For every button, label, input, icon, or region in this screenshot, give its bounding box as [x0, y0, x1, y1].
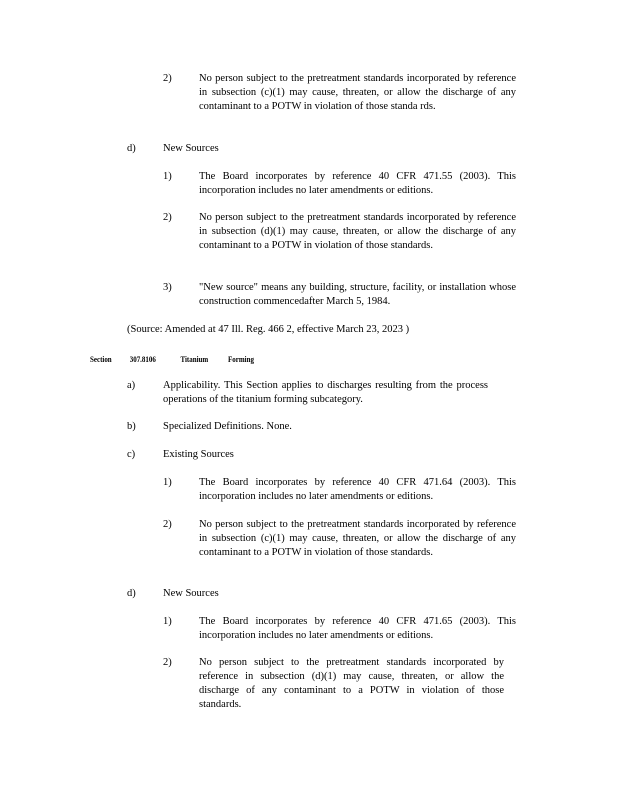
item-number: 1) — [163, 477, 172, 488]
subsection-heading: Existing Sources — [163, 449, 234, 460]
subsection-heading: New Sources — [163, 143, 219, 154]
section-number: 307.8106 — [129, 354, 156, 364]
paragraph-text: No person subject to the pretreatment standards incorporated by reference in subsection (d)(1) may cause, threaten, or allow the discharge of any contaminant to a POTW in violation of those standards. — [199, 212, 516, 251]
subsection-letter: c) — [127, 449, 136, 460]
paragraph-text: No person subject to the pretreatment standards incorporated by reference in subsection (c)(1) may cause, threaten, or allow the discharge of any contaminant to a POTW in violation of those standa rds. — [199, 73, 516, 112]
source-note: (Source: Amended at 47 Ill. Reg. 466 2, effective March 23, 2023 ) — [127, 324, 410, 335]
section-title: Titanium Forming — [180, 354, 254, 364]
subsection-letter: d) — [127, 588, 136, 599]
paragraph-text: Specialized Definitions. None. — [163, 421, 292, 432]
item-number: 1) — [163, 171, 172, 182]
paragraph-text: The Board incorporates by reference 40 CFR 471.65 (2003). This incorporation includes no later amendments or editions. — [199, 616, 516, 641]
subsection-letter: b) — [127, 421, 136, 432]
paragraph-text: No person subject to the pretreatment standards incorporated by reference in subsection (c)(1) may cause, threaten, or allow the discharge of any contaminant to a POTW in violation of those standards. — [199, 519, 516, 558]
item-number: 2) — [163, 519, 172, 530]
subsection-letter: a) — [127, 380, 136, 391]
section-label: Section — [90, 354, 112, 364]
item-number: 2) — [163, 212, 172, 223]
item-number: 2) — [163, 73, 172, 84]
paragraph-text: Applicability. This Section applies to discharges resulting from the process operations of the titanium forming subcategory. — [163, 380, 488, 405]
paragraph-text: No person subject to the pretreatment standards incorporated by reference in subsection (d)(1) may cause, threaten, or allow the discharge of any contaminant to a POTW in violation of those standards. — [199, 657, 504, 710]
paragraph-text: The Board incorporates by reference 40 CFR 471.64 (2003). This incorporation includes no later amendments or editions. — [199, 477, 516, 502]
section-heading — [90, 352, 254, 366]
item-number: 1) — [163, 616, 172, 627]
paragraph-text: The Board incorporates by reference 40 CFR 471.55 (2003). This incorporation includes no later amendments or editions. — [199, 171, 516, 196]
item-number: 2) — [163, 657, 172, 668]
subsection-letter: d) — [127, 143, 136, 154]
paragraph-text: "New source" means any building, structure, facility, or installation whose construction commencedafter March 5, 1984. — [199, 282, 516, 307]
subsection-heading: New Sources — [163, 588, 219, 599]
item-number: 3) — [163, 282, 172, 293]
